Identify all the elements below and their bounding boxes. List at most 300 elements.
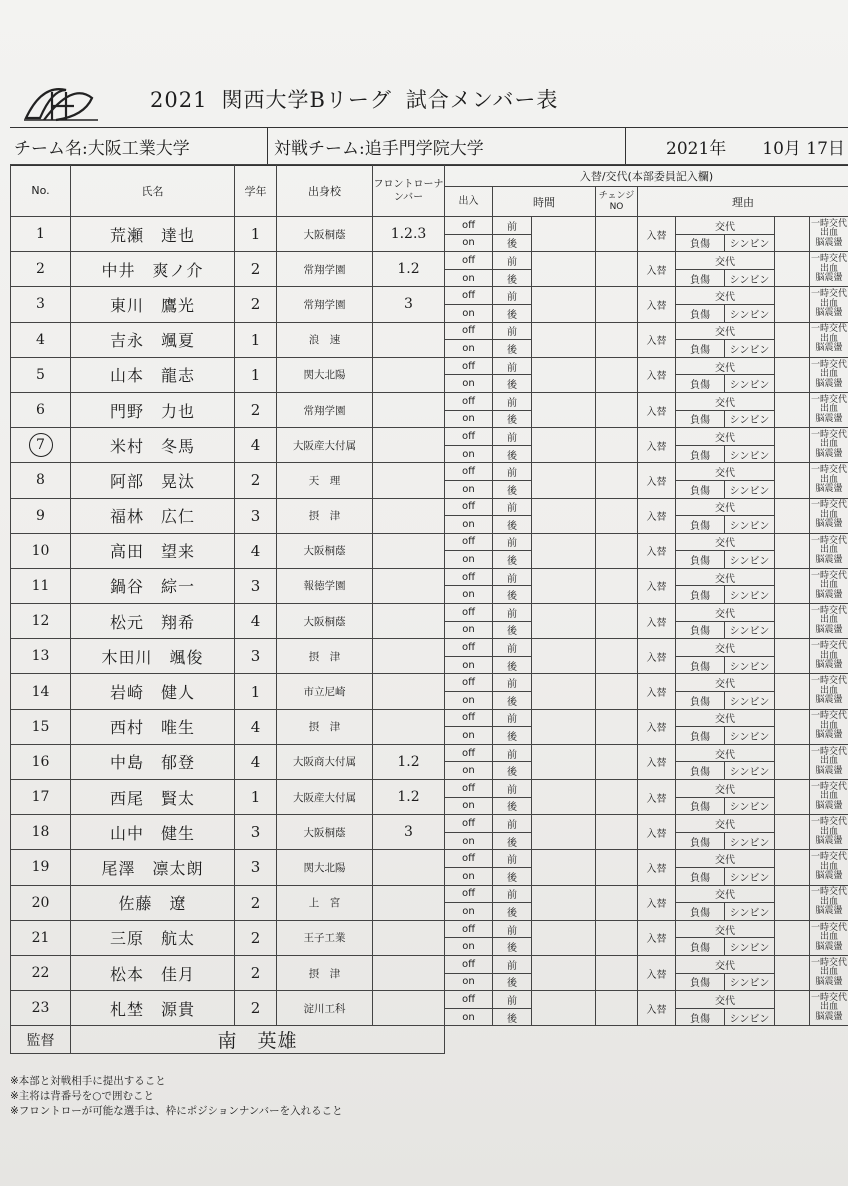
table-row xyxy=(11,674,848,692)
player-grade: 3 xyxy=(235,815,277,850)
status-off: off xyxy=(445,639,493,657)
half-first: 前 xyxy=(493,463,532,481)
change-no-cell xyxy=(596,357,638,392)
sinbin-label: シンビン xyxy=(725,480,775,498)
swap-label: 入替 xyxy=(638,955,676,990)
swap-label: 入替 xyxy=(638,780,676,815)
half-second: 後 xyxy=(493,445,532,463)
status-off: off xyxy=(445,885,493,903)
reason-blank xyxy=(775,955,810,990)
half-second: 後 xyxy=(493,762,532,780)
time-cell xyxy=(532,217,596,252)
player-front-row: 1.2 xyxy=(373,780,445,815)
status-off: off xyxy=(445,252,493,270)
half-first: 前 xyxy=(493,639,532,657)
player-front-row xyxy=(373,709,445,744)
reason-blank xyxy=(775,428,810,463)
status-on: on xyxy=(445,938,493,956)
time-cell xyxy=(532,885,596,920)
change-no-cell xyxy=(596,217,638,252)
roster-table xyxy=(10,164,848,1054)
table-row xyxy=(11,357,848,375)
reason-list: 一時交代 出血 脳震盪 xyxy=(810,744,848,779)
half-second: 後 xyxy=(493,1008,532,1026)
change-no-cell xyxy=(596,815,638,850)
status-on: on xyxy=(445,340,493,358)
note-2: ※主将は背番号を○で囲むこと xyxy=(10,1090,154,1102)
reason-list: 一時交代 出血 脳震盪 xyxy=(810,392,848,427)
table-row xyxy=(11,955,848,973)
injury-label: 負傷 xyxy=(676,586,725,604)
reason-blank xyxy=(775,709,810,744)
injury-label: 負傷 xyxy=(676,797,725,815)
player-school: 大阪桐蔭 xyxy=(277,815,373,850)
player-no xyxy=(11,850,71,885)
sinbin-label: シンビン xyxy=(725,551,775,569)
reason-list: 一時交代 出血 脳震盪 xyxy=(810,991,848,1026)
half-second: 後 xyxy=(493,832,532,850)
reason-blank xyxy=(775,991,810,1026)
kotai-label: 交代 xyxy=(676,674,775,692)
player-grade: 1 xyxy=(235,780,277,815)
player-name: 中島 郁登 xyxy=(71,744,235,779)
time-cell xyxy=(532,392,596,427)
player-grade: 4 xyxy=(235,533,277,568)
team-name: チーム名:大阪工業大学 xyxy=(10,128,268,165)
player-name: 三原 航太 xyxy=(71,920,235,955)
player-grade: 2 xyxy=(235,463,277,498)
player-no xyxy=(11,709,71,744)
reason-blank xyxy=(775,568,810,603)
sinbin-label: シンビン xyxy=(725,621,775,639)
change-no-cell xyxy=(596,252,638,287)
player-front-row: 1.2.3 xyxy=(373,217,445,252)
time-cell xyxy=(532,463,596,498)
injury-label: 負傷 xyxy=(676,621,725,639)
player-grade: 4 xyxy=(235,709,277,744)
player-no-value: 5 xyxy=(36,366,45,383)
reason-blank xyxy=(775,463,810,498)
kotai-label: 交代 xyxy=(676,287,775,305)
player-front-row xyxy=(373,428,445,463)
table-row xyxy=(11,392,848,410)
kotai-label: 交代 xyxy=(676,463,775,481)
time-cell xyxy=(532,252,596,287)
status-off: off xyxy=(445,533,493,551)
swap-label: 入替 xyxy=(638,533,676,568)
half-second: 後 xyxy=(493,621,532,639)
half-first: 前 xyxy=(493,604,532,622)
half-first: 前 xyxy=(493,850,532,868)
player-front-row xyxy=(373,674,445,709)
player-name: 吉永 颯夏 xyxy=(71,322,235,357)
sinbin-label: シンビン xyxy=(725,903,775,921)
reason-blank xyxy=(775,322,810,357)
sinbin-label: シンビン xyxy=(725,304,775,322)
col-front: フロントローナンバー xyxy=(373,165,445,217)
player-school: 大阪桐蔭 xyxy=(277,217,373,252)
player-name: 荒瀬 達也 xyxy=(71,217,235,252)
injury-label: 負傷 xyxy=(676,903,725,921)
status-on: on xyxy=(445,375,493,393)
half-first: 前 xyxy=(493,920,532,938)
reason-blank xyxy=(775,885,810,920)
kotai-label: 交代 xyxy=(676,955,775,973)
status-on: on xyxy=(445,269,493,287)
swap-label: 入替 xyxy=(638,568,676,603)
reason-blank xyxy=(775,498,810,533)
table-row xyxy=(11,604,848,622)
reason-blank xyxy=(775,674,810,709)
half-second: 後 xyxy=(493,656,532,674)
table-row xyxy=(11,463,848,481)
half-first: 前 xyxy=(493,780,532,798)
status-on: on xyxy=(445,727,493,745)
half-first: 前 xyxy=(493,744,532,762)
injury-label: 負傷 xyxy=(676,867,725,885)
player-grade: 1 xyxy=(235,674,277,709)
time-cell xyxy=(532,850,596,885)
player-no-value: 19 xyxy=(31,859,50,876)
kotai-label: 交代 xyxy=(676,322,775,340)
status-off: off xyxy=(445,815,493,833)
player-school: 摂 津 xyxy=(277,498,373,533)
swap-label: 入替 xyxy=(638,639,676,674)
player-no-value: 21 xyxy=(31,929,50,946)
half-first: 前 xyxy=(493,568,532,586)
coach-row-blank xyxy=(445,1026,848,1054)
sinbin-label: シンビン xyxy=(725,586,775,604)
sinbin-label: シンビン xyxy=(725,762,775,780)
change-no-cell xyxy=(596,920,638,955)
half-second: 後 xyxy=(493,938,532,956)
reason-blank xyxy=(775,533,810,568)
reason-blank xyxy=(775,780,810,815)
player-no xyxy=(11,357,71,392)
swap-label: 入替 xyxy=(638,498,676,533)
col-reason: 理由 xyxy=(638,187,848,217)
kotai-label: 交代 xyxy=(676,815,775,833)
player-no-value: 3 xyxy=(36,296,45,313)
status-off: off xyxy=(445,217,493,235)
player-school: 市立尼崎 xyxy=(277,674,373,709)
half-first: 前 xyxy=(493,498,532,516)
player-grade: 3 xyxy=(235,850,277,885)
half-second: 後 xyxy=(493,269,532,287)
reason-list: 一時交代 出血 脳震盪 xyxy=(810,815,848,850)
injury-label: 負傷 xyxy=(676,551,725,569)
player-no xyxy=(11,252,71,287)
player-name: 西村 唯生 xyxy=(71,709,235,744)
table-row xyxy=(11,639,848,657)
change-no-cell xyxy=(596,850,638,885)
player-name: 東川 鷹光 xyxy=(71,287,235,322)
injury-label: 負傷 xyxy=(676,973,725,991)
player-front-row: 3 xyxy=(373,815,445,850)
coach-row xyxy=(11,1026,848,1054)
sinbin-label: シンビン xyxy=(725,234,775,252)
player-name: 佐藤 遼 xyxy=(71,885,235,920)
player-front-row xyxy=(373,920,445,955)
player-front-row xyxy=(373,991,445,1026)
sinbin-label: シンビン xyxy=(725,516,775,534)
reason-list: 一時交代 出血 脳震盪 xyxy=(810,252,848,287)
reason-list: 一時交代 出血 脳震盪 xyxy=(810,287,848,322)
player-grade: 2 xyxy=(235,885,277,920)
swap-label: 入替 xyxy=(638,991,676,1026)
col-time: 時間 xyxy=(493,187,596,217)
player-no xyxy=(11,287,71,322)
reason-blank xyxy=(775,744,810,779)
status-off: off xyxy=(445,674,493,692)
sinbin-label: シンビン xyxy=(725,410,775,428)
kotai-label: 交代 xyxy=(676,920,775,938)
player-school: 浪 速 xyxy=(277,322,373,357)
player-front-row xyxy=(373,604,445,639)
coach-label: 監督 xyxy=(11,1026,71,1054)
injury-label: 負傷 xyxy=(676,692,725,710)
player-school: 摂 津 xyxy=(277,955,373,990)
half-second: 後 xyxy=(493,516,532,534)
player-no xyxy=(11,428,71,463)
kotai-label: 交代 xyxy=(676,709,775,727)
time-cell xyxy=(532,428,596,463)
reason-blank xyxy=(775,920,810,955)
player-school: 大阪桐蔭 xyxy=(277,604,373,639)
reason-list: 一時交代 出血 脳震盪 xyxy=(810,604,848,639)
table-row xyxy=(11,217,848,235)
player-grade: 1 xyxy=(235,217,277,252)
injury-label: 負傷 xyxy=(676,762,725,780)
status-on: on xyxy=(445,304,493,322)
reason-blank xyxy=(775,287,810,322)
player-grade: 1 xyxy=(235,357,277,392)
time-cell xyxy=(532,674,596,709)
change-no-cell xyxy=(596,568,638,603)
player-no-value: 6 xyxy=(36,402,45,419)
player-name: 尾澤 凛太朗 xyxy=(71,850,235,885)
player-school: 大阪産大付属 xyxy=(277,428,373,463)
status-off: off xyxy=(445,322,493,340)
sinbin-label: シンビン xyxy=(725,375,775,393)
reason-list: 一時交代 出血 脳震盪 xyxy=(810,850,848,885)
sinbin-label: シンビン xyxy=(725,1008,775,1026)
kotai-label: 交代 xyxy=(676,780,775,798)
injury-label: 負傷 xyxy=(676,1008,725,1026)
status-off: off xyxy=(445,357,493,375)
player-name: 山本 龍志 xyxy=(71,357,235,392)
sinbin-label: シンビン xyxy=(725,692,775,710)
player-no-value: 22 xyxy=(31,965,50,982)
table-row xyxy=(11,991,848,1009)
injury-label: 負傷 xyxy=(676,375,725,393)
time-cell xyxy=(532,287,596,322)
change-no-cell xyxy=(596,287,638,322)
date-month-day: 10月 17日 xyxy=(762,139,845,159)
player-grade: 2 xyxy=(235,287,277,322)
note-1: ※本部と対戦相手に提出すること xyxy=(10,1075,166,1087)
player-no xyxy=(11,955,71,990)
reason-list: 一時交代 出血 脳震盪 xyxy=(810,639,848,674)
reason-list: 一時交代 出血 脳震盪 xyxy=(810,498,848,533)
half-second: 後 xyxy=(493,480,532,498)
player-grade: 1 xyxy=(235,322,277,357)
player-no xyxy=(11,463,71,498)
status-on: on xyxy=(445,973,493,991)
col-no: No. xyxy=(11,165,71,217)
half-first: 前 xyxy=(493,674,532,692)
player-school: 上 宮 xyxy=(277,885,373,920)
player-grade: 3 xyxy=(235,498,277,533)
league-logo-icon xyxy=(22,80,100,124)
col-subs: 入替/交代(本部委員記入欄) xyxy=(445,165,848,187)
reason-list: 一時交代 出血 脳震盪 xyxy=(810,955,848,990)
player-name: 中井 爽ノ介 xyxy=(71,252,235,287)
change-no-cell xyxy=(596,955,638,990)
sinbin-label: シンビン xyxy=(725,269,775,287)
table-row xyxy=(11,850,848,868)
player-no-value: 4 xyxy=(36,331,45,348)
swap-label: 入替 xyxy=(638,287,676,322)
player-no xyxy=(11,322,71,357)
half-second: 後 xyxy=(493,234,532,252)
player-school: 天 理 xyxy=(277,463,373,498)
swap-label: 入替 xyxy=(638,709,676,744)
table-row xyxy=(11,709,848,727)
player-name: 札埜 源貴 xyxy=(71,991,235,1026)
status-on: on xyxy=(445,797,493,815)
injury-label: 負傷 xyxy=(676,938,725,956)
player-no xyxy=(11,744,71,779)
change-no-cell xyxy=(596,322,638,357)
player-grade: 2 xyxy=(235,955,277,990)
player-no-value: 18 xyxy=(31,824,50,841)
table-row xyxy=(11,885,848,903)
reason-blank xyxy=(775,252,810,287)
change-no-cell xyxy=(596,604,638,639)
sinbin-label: シンビン xyxy=(725,797,775,815)
half-first: 前 xyxy=(493,217,532,235)
player-no-value: 13 xyxy=(31,648,50,665)
player-no xyxy=(11,533,71,568)
player-name: 米村 冬馬 xyxy=(71,428,235,463)
player-front-row: 1.2 xyxy=(373,252,445,287)
player-front-row xyxy=(373,463,445,498)
player-name: 松本 佳月 xyxy=(71,955,235,990)
injury-label: 負傷 xyxy=(676,445,725,463)
status-on: on xyxy=(445,621,493,639)
player-no xyxy=(11,991,71,1026)
player-front-row xyxy=(373,639,445,674)
half-first: 前 xyxy=(493,357,532,375)
reason-list: 一時交代 出血 脳震盪 xyxy=(810,568,848,603)
col-grade: 学年 xyxy=(235,165,277,217)
status-off: off xyxy=(445,991,493,1009)
player-no xyxy=(11,604,71,639)
player-grade: 4 xyxy=(235,604,277,639)
player-no-value: 1 xyxy=(36,226,45,243)
player-no-value: 15 xyxy=(31,718,50,735)
change-no-cell xyxy=(596,428,638,463)
status-on: on xyxy=(445,410,493,428)
reason-blank xyxy=(775,392,810,427)
player-name: 高田 望来 xyxy=(71,533,235,568)
player-name: 岩崎 健人 xyxy=(71,674,235,709)
col-name: 氏名 xyxy=(71,165,235,217)
injury-label: 負傷 xyxy=(676,516,725,534)
swap-label: 入替 xyxy=(638,252,676,287)
swap-label: 入替 xyxy=(638,217,676,252)
time-cell xyxy=(532,920,596,955)
reason-blank xyxy=(775,639,810,674)
time-cell xyxy=(532,498,596,533)
kotai-label: 交代 xyxy=(676,533,775,551)
status-on: on xyxy=(445,234,493,252)
footnotes xyxy=(10,1074,343,1119)
table-row xyxy=(11,498,848,516)
swap-label: 入替 xyxy=(638,463,676,498)
status-on: on xyxy=(445,586,493,604)
col-school: 出身校 xyxy=(277,165,373,217)
status-on: on xyxy=(445,832,493,850)
status-on: on xyxy=(445,1008,493,1026)
player-no-value: 8 xyxy=(36,472,45,489)
injury-label: 負傷 xyxy=(676,480,725,498)
half-second: 後 xyxy=(493,867,532,885)
half-second: 後 xyxy=(493,727,532,745)
time-cell xyxy=(532,639,596,674)
player-front-row xyxy=(373,533,445,568)
player-front-row: 3 xyxy=(373,287,445,322)
change-no-cell xyxy=(596,498,638,533)
kotai-label: 交代 xyxy=(676,604,775,622)
player-name: 木田川 颯俊 xyxy=(71,639,235,674)
status-off: off xyxy=(445,955,493,973)
change-no-cell xyxy=(596,463,638,498)
player-grade: 4 xyxy=(235,428,277,463)
half-first: 前 xyxy=(493,815,532,833)
swap-label: 入替 xyxy=(638,744,676,779)
kotai-label: 交代 xyxy=(676,850,775,868)
kotai-label: 交代 xyxy=(676,252,775,270)
player-grade: 2 xyxy=(235,920,277,955)
player-grade: 3 xyxy=(235,568,277,603)
half-first: 前 xyxy=(493,955,532,973)
reason-list: 一時交代 出血 脳震盪 xyxy=(810,463,848,498)
change-no-cell xyxy=(596,780,638,815)
change-no-cell xyxy=(596,885,638,920)
player-front-row xyxy=(373,568,445,603)
player-school: 常翔学園 xyxy=(277,392,373,427)
half-second: 後 xyxy=(493,410,532,428)
status-off: off xyxy=(445,568,493,586)
note-3: ※フロントローが可能な選手は、枠にポジションナンバーを入れること xyxy=(10,1105,343,1117)
swap-label: 入替 xyxy=(638,392,676,427)
player-front-row xyxy=(373,392,445,427)
player-no-value: 10 xyxy=(31,542,50,559)
reason-blank xyxy=(775,815,810,850)
player-front-row xyxy=(373,498,445,533)
status-off: off xyxy=(445,744,493,762)
half-second: 後 xyxy=(493,903,532,921)
time-cell xyxy=(532,815,596,850)
player-no-value: 11 xyxy=(31,577,50,594)
reason-list: 一時交代 出血 脳震盪 xyxy=(810,428,848,463)
player-school: 大阪商大付属 xyxy=(277,744,373,779)
status-off: off xyxy=(445,287,493,305)
reason-list: 一時交代 出血 脳震盪 xyxy=(810,533,848,568)
player-front-row: 1.2 xyxy=(373,744,445,779)
